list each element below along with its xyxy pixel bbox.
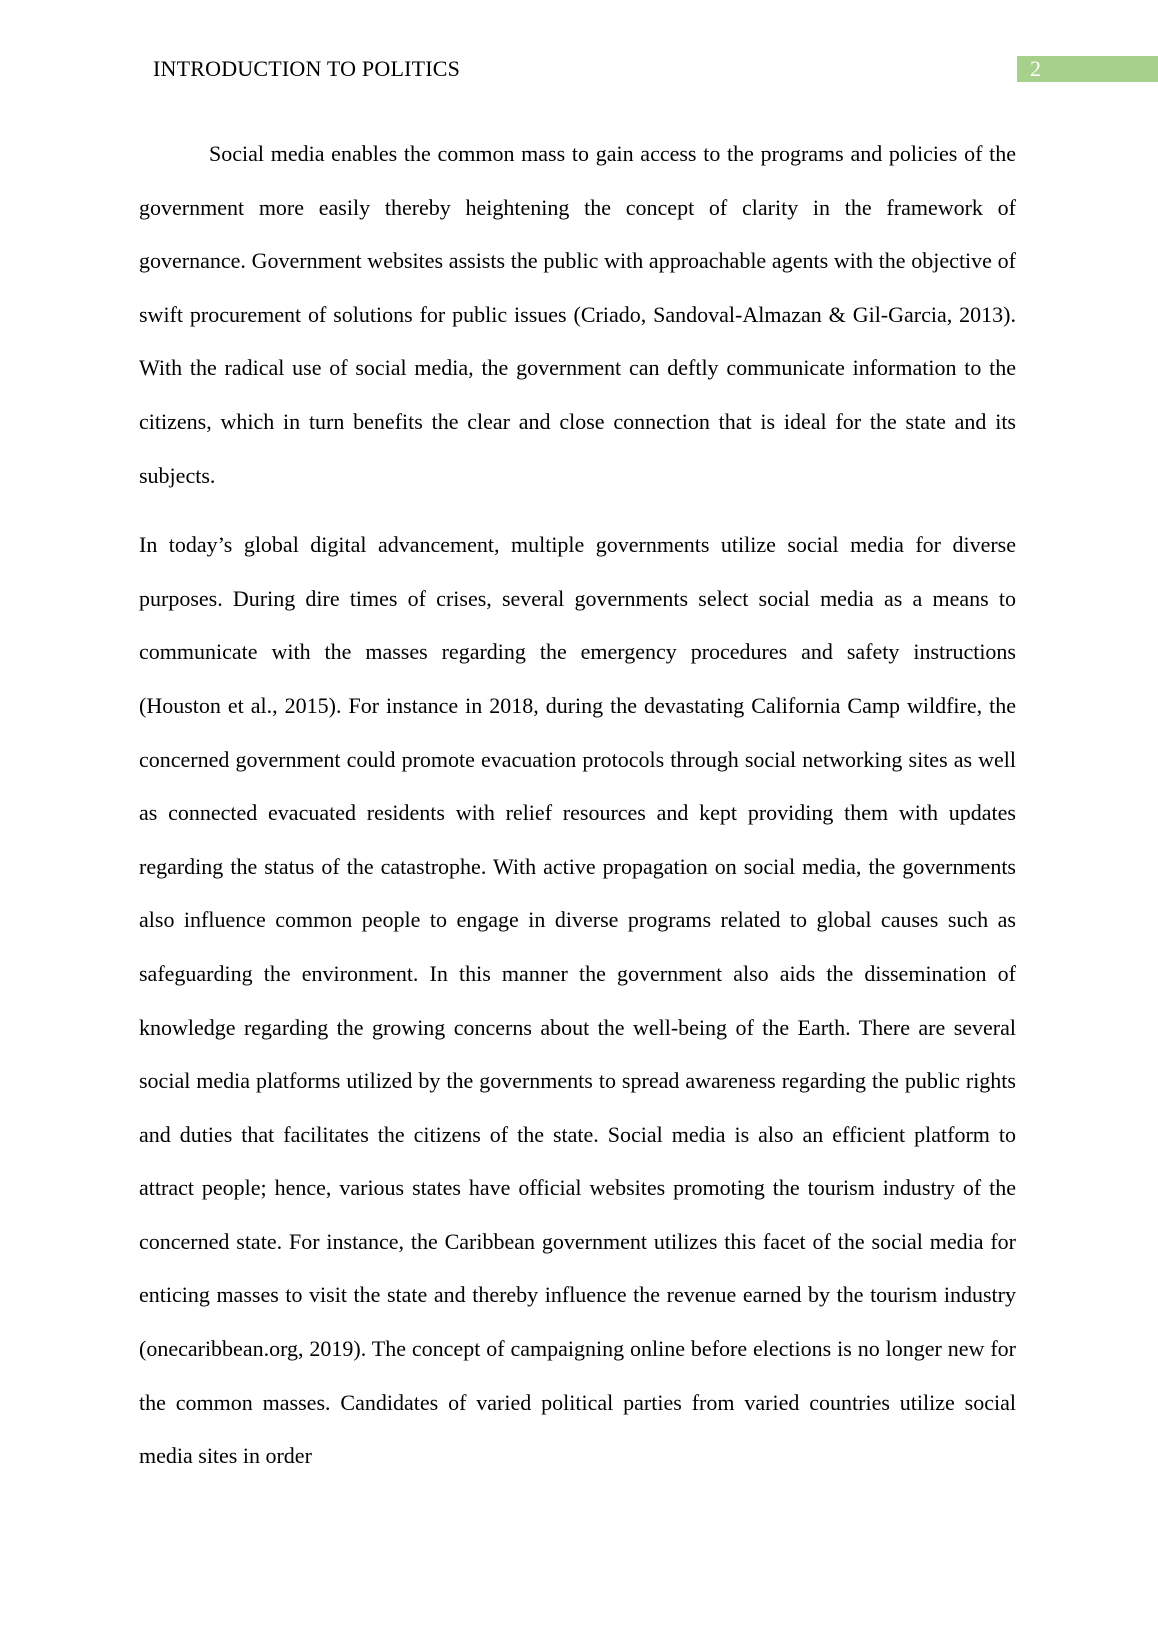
paragraph-1: Social media enables the common mass to gain access to the programs and policies of the government more easily thereby heightening the concept of clarity in the framework of governance. Government websites assists the public with approachable agents with the objective of swift procurement of solutions for public issues (Criado, Sandoval-Almazan & Gil-Garcia, 2013). With the radical use of social media, the government can deftly communicate information to the citizens, which in turn benefits the clear and close connection that is ideal for the state and its subjects. (139, 141, 1016, 488)
page-number: 2 (1017, 56, 1158, 82)
running-head: INTRODUCTION TO POLITICS (153, 56, 461, 81)
paragraph-2: In today’s global digital advancement, multiple governments utilize social media for diverse purposes. During dire times of crises, several governments select social media as a means to communicate with the masses regarding the emergency procedures and safety instructions (Houston et al., 2015). For instance in 2018, during the devastating California Camp wildfire, the concerned government could promote evacuation protocols through social networking sites as well as connected evacuated residents with relief resources and kept providing them with updates regarding the status of the catastrophe. With active propagation on social media, the governments also influence common people to engage in diverse programs related to global causes such as safeguarding the environment. In this manner the government also aids the dissemination of knowledge regarding the growing concerns about the well-being of the Earth. There are several social media platforms utilized by the governments to spread awareness regarding the public rights and duties that facilitates the citizens of the state. Social media is also an efficient platform to attract people; hence, various states have official websites promoting the tourism industry of the concerned state. For instance, the Caribbean government utilizes this facet of the social media for enticing masses to visit the state and thereby influence the revenue earned by the tourism industry (onecaribbean.org, 2019). The concept of campaigning online before elections is no longer new for the common masses. Candidates of varied political parties from varied countries utilize social media sites in order (139, 532, 1016, 1469)
document-body (139, 127, 1016, 1483)
